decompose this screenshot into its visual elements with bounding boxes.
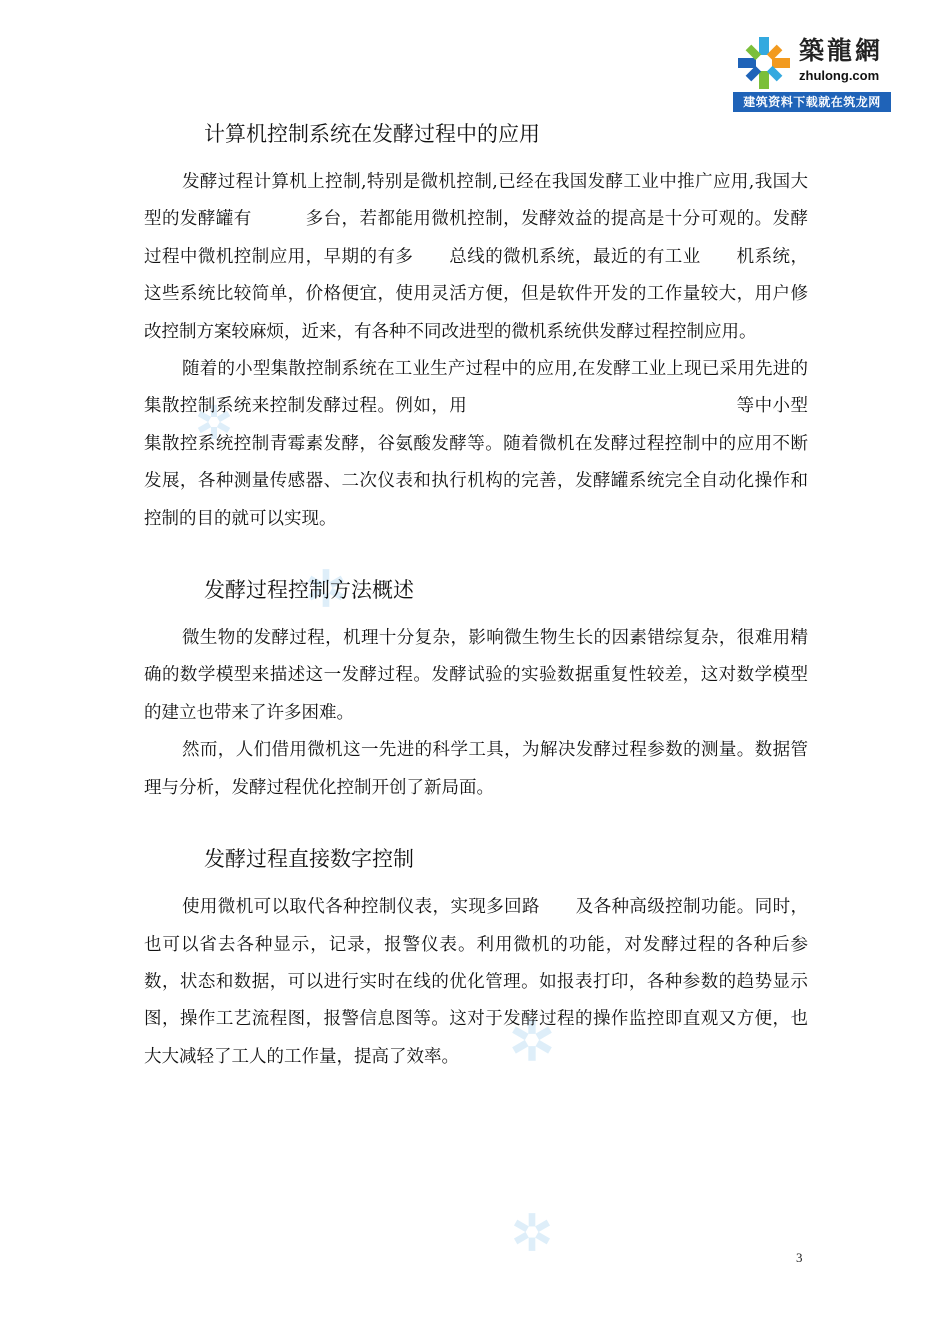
snowflake-logo-icon <box>735 34 793 92</box>
logo-domain: zhulong.com <box>799 68 880 83</box>
body-paragraph: 随着的小型集散控制系统在工业生产过程中的应用,在发酵工业上现已采用先进的集散控制系统来控制发酵过程。例如，用 等中小型集散控系统控制青霉素发酵，谷氨酸发酵等。随着微机在发酵过程控制中的应用不断发展，各种测量传感器、二次仪表和执行机构的完善，发酵罐系统完全自动化操作和控制的目的就可以实现。 <box>144 359 808 529</box>
body-paragraph: 发酵过程计算机上控制,特别是微机控制,已经在我国发酵工业中推广应用,我国大型的发酵罐有 多台，若都能用微机控制，发酵效益的提高是十分可观的。发酵过程中微机控制应用，早期的有多 总线的微机系统，最近的有工业 机系统，这些系统比较简单，价格便宜，使用灵活方便，但是软件开发的工作量较大，用户修改控制方案较麻烦，近来，有各种不同改进型的微机系统供发酵过程控制应用。 <box>144 172 808 342</box>
body-paragraph: 然而，人们借用微机这一先进的科学工具，为解决发酵过程参数的测量。数据管理与分析，发酵过程优化控制开创了新局面。 <box>144 740 808 798</box>
document-body <box>144 112 808 1076</box>
body-paragraph: 微生物的发酵过程，机理十分复杂，影响微生物生长的因素错综复杂，很难用精确的数学模型来描述这一发酵过程。发酵试验的实验数据重复性较差，这对数学模型的建立也带来了许多困难。 <box>144 628 808 723</box>
watermark-snowflake-icon <box>512 1212 552 1252</box>
section-title: 计算机控制系统在发酵过程中的应用 <box>204 122 540 146</box>
logo-chinese-name: 築龍網 <box>799 36 884 65</box>
body-paragraph: 使用微机可以取代各种控制仪表，实现多回路 及各种高级控制功能。同时，也可以省去各种显示，记录，报警仪表。利用微机的功能，对发酵过程的各种后参数，状态和数据，可以进行实时在线的优化管理。如报表打印，各种参数的趋势显示图，操作工艺流程图，报警信息图等。这对于发酵过程的操作监控即直观又方便，也大大减轻了工人的工作量，提高了效率。 <box>144 897 808 1067</box>
zhulong-logo <box>733 32 891 112</box>
page-number: 3 <box>796 1250 803 1265</box>
section-title: 发酵过程控制方法概述 <box>204 578 414 603</box>
section-title: 发酵过程直接数字控制 <box>204 847 414 872</box>
logo-banner: 建筑资料下载就在筑龙网 <box>733 92 891 112</box>
